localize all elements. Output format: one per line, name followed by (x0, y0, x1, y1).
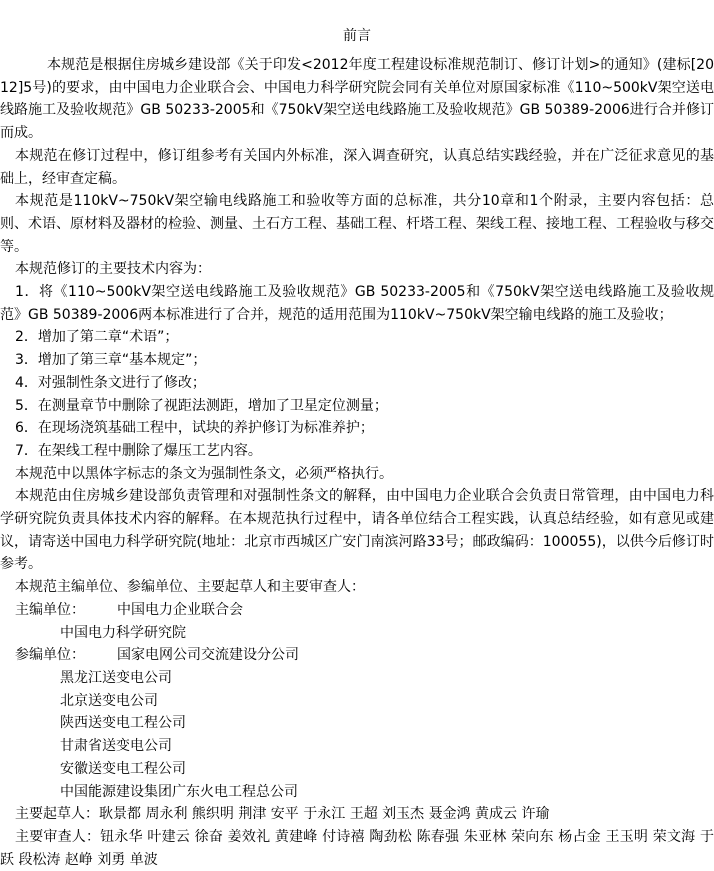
intro-paragraph-3: 本规范是110kV~750kV架空输电线路施工和验收等方面的总标准，共分10章和1个附录，主要内容包括：总则、术语、原材料及器材的检验、测量、土石方工程、基础工程、杆塔工程、架线工程、接地工程、工程验收与移交等。 (0, 193, 714, 255)
chief-editor-label: 主编单位： (15, 601, 85, 618)
participant-label: 参编单位： (15, 647, 85, 664)
participant-unit: 黑龙江送变电公司 (60, 669, 172, 686)
chief-editor-line (0, 599, 714, 622)
revision-item-5: 5．在测量章节中删除了视距法测距，增加了卫星定位测量； (15, 397, 388, 414)
closing-paragraph-2: 本规范由住房城乡建设部负责管理和对强制性条文的解释，由中国电力企业联合会负责日常管理，由中国电力科学研究院负责具体技术内容的解释。在本规范执行过程中，请各单位结合工程实践，认真总结经验，如有意见或建议，请寄送中国电力科学研究院(地址：北京市西城区广安门南滨河路33号；邮政编码：100055)，以供今后修订时参考。 (0, 488, 714, 573)
revision-item-6: 6．在现场浇筑基础工程中，试块的养护修订为标准养护； (15, 420, 374, 437)
participant-unit-line (0, 712, 714, 735)
participant-unit: 安徽送变电工程公司 (60, 760, 186, 777)
participant-unit-line (0, 758, 714, 781)
intro-paragraph-2: 本规范在修订过程中，修订组参考有关国内外标准，深入调查研究，认真总结实践经验，并在广泛征求意见的基础上，经审查定稿。 (0, 147, 714, 187)
closing-paragraph-1: 本规范中以黑体字标志的条文为强制性条文，必须严格执行。 (15, 465, 393, 482)
participant-unit: 北京送变电公司 (60, 692, 158, 709)
document-title: 前言 (343, 28, 371, 44)
participant-unit-line (0, 690, 714, 713)
participant-unit: 中国能源建设集团广东火电工程总公司 (60, 783, 298, 800)
revision-item-1: 1．将《110~500kV架空送电线路施工及验收规范》GB 50233-2005和《750kV架空送电线路施工及验收规范》GB 50389-2006两本标准进行了合并，规范的适用范围为110kV~750kV架空输电线路的施工及验收； (0, 284, 714, 323)
reviewers-line: 主要审查人：钮永华 叶建云 徐奋 姜效礼 黄建峰 付诗禧 陶劲松 陈春强 朱亚林 荣向东 杨占金 王玉明 荣文海 于跃 段松涛 赵峥 刘勇 单波 (0, 828, 714, 868)
chief-editor-unit: 中国电力企业联合会 (117, 601, 243, 618)
revision-item-7: 7．在架线工程中删除了爆压工艺内容。 (15, 442, 262, 459)
participant-unit-line (0, 781, 714, 804)
participant-unit: 陕西送变电工程公司 (60, 715, 186, 732)
closing-paragraph-3: 本规范主编单位、参编单位、主要起草人和主要审查人： (15, 579, 365, 596)
participant-unit: 国家电网公司交流建设分公司 (117, 647, 299, 664)
participant-unit-line (0, 667, 714, 690)
revision-item-4: 4．对强制性条文进行了修改； (15, 374, 206, 391)
revision-item-3: 3．增加了第三章“基本规定”； (15, 352, 207, 369)
chief-editor-unit: 中国电力科学研究院 (60, 624, 186, 641)
participant-unit-line (0, 735, 714, 758)
participant-unit: 甘肃省送变电公司 (60, 738, 172, 755)
drafters-line: 主要起草人：耿景都 周永利 熊织明 荆津 安平 于永江 王超 刘玉杰 聂金鸿 黄成云 许瑜 (15, 806, 550, 823)
intro-paragraph-4: 本规范修订的主要技术内容为： (15, 261, 211, 278)
revision-item-2: 2．增加了第二章“术语”； (15, 329, 179, 346)
intro-paragraph-1: 本规范是根据住房城乡建设部《关于印发<2012年度工程建设标准规范制订、修订计划>的通知》(建标[2012]5号)的要求，由中国电力企业联合会、中国电力科学研究院会同有关单位对原国家标准《110~500kV架空送电线路施工及验收规范》GB 50233-2005和《750kV架空送电线路施工及验收规范》GB 50389-2006进行合并修订而成。 (0, 57, 714, 142)
participant-line (0, 644, 714, 667)
chief-editor-unit-line (0, 622, 714, 645)
